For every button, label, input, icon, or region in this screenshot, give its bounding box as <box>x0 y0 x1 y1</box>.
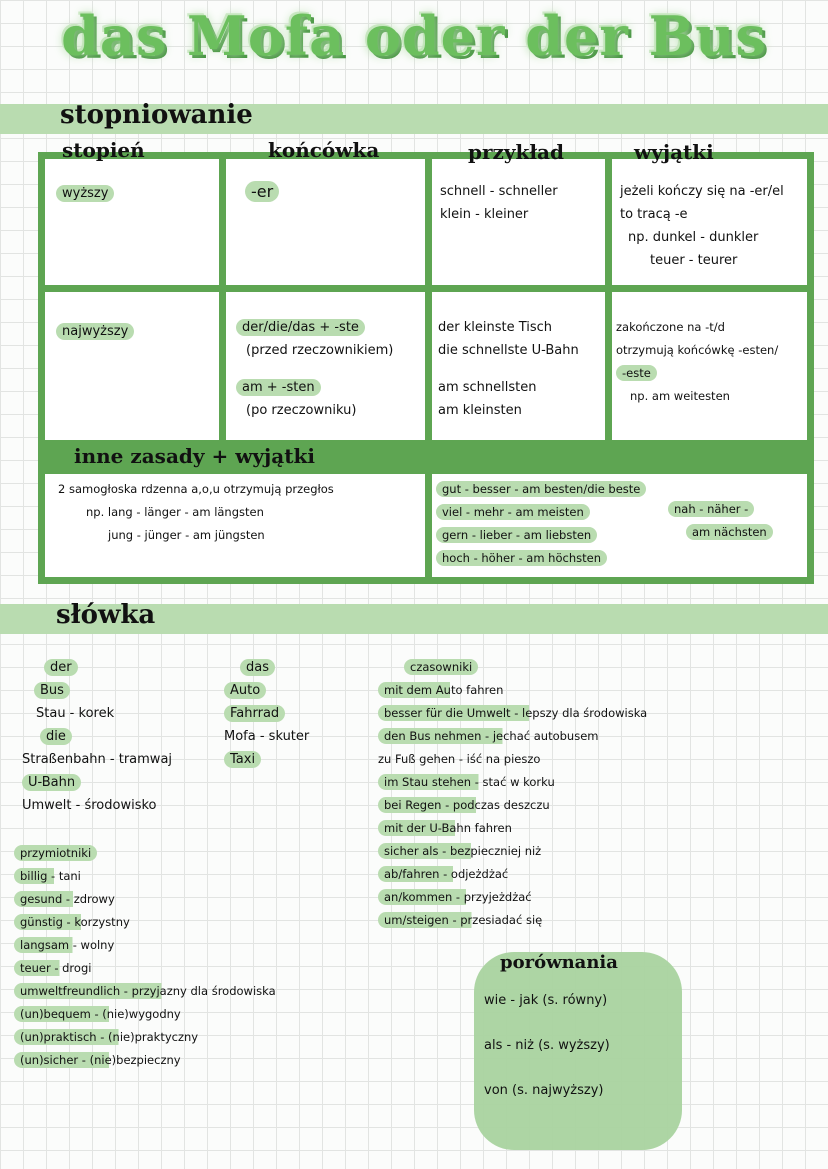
cell-text: der/die/das + -ste <box>236 319 365 336</box>
cell-text: wyższy <box>56 185 114 202</box>
cell-text: am schnellsten <box>438 380 537 395</box>
vocab-item: sicher als - bezpieczniej niż <box>378 843 547 859</box>
column-header: wyjątki <box>634 140 714 164</box>
vocab-item: gesund - zdrowy <box>14 891 121 907</box>
vocab-item: Bus <box>34 682 70 699</box>
cell-text: schnell - schneller <box>440 184 558 199</box>
cell-text: jeżeli kończy się na -er/el <box>620 184 784 199</box>
vocab-item: ab/fahren - odjeżdżać <box>378 866 514 882</box>
vocab-item: Straßenbahn - tramwaj <box>22 752 173 767</box>
cell-text: (przed rzeczownikiem) <box>246 343 394 358</box>
cell-text: najwyższy <box>56 323 134 340</box>
vocab-item: (un)sicher - (nie)bezpieczny <box>14 1052 187 1068</box>
cell-text: klein - kleiner <box>440 207 529 222</box>
page-title: das Mofa oder der Bus <box>61 4 767 68</box>
rule-text: nah - näher - <box>668 501 754 517</box>
vocab-item: Stau - korek <box>36 706 115 721</box>
cell-text: (po rzeczowniku) <box>246 403 357 418</box>
column-header: końcówka <box>268 138 380 162</box>
subheading-other-rules: inne zasady + wyjątki <box>74 444 315 468</box>
cell-text: die schnellste U-Bahn <box>438 343 579 358</box>
cell-text: to tracą -e <box>620 207 688 222</box>
cell-text: zakończone na -t/d <box>616 320 725 334</box>
cell-text: otrzymują końcówkę -esten/ <box>616 343 779 357</box>
vocab-item: den Bus nehmen - jechać autobusem <box>378 728 604 744</box>
column-header: przykład <box>468 140 564 164</box>
comparison-item: wie - jak (s. równy) <box>484 993 608 1008</box>
column-header: stopień <box>62 138 145 162</box>
vocab-item: günstig - korzystny <box>14 914 136 930</box>
cell-text: np. am weitesten <box>630 389 730 403</box>
vocab-item: zu Fuß gehen - iść na pieszo <box>378 752 541 766</box>
cell-text: der kleinste Tisch <box>438 320 553 335</box>
vocab-item: U-Bahn <box>22 774 81 791</box>
vocab-item: Taxi <box>224 751 261 768</box>
vocab-item: (un)bequem - (nie)wygodny <box>14 1006 187 1022</box>
article-label: der <box>44 659 78 676</box>
cell-text: am kleinsten <box>438 403 522 418</box>
vocab-item: an/kommen - przyjeżdżać <box>378 889 538 905</box>
divider <box>425 155 432 445</box>
vocab-item: langsam - wolny <box>14 937 120 953</box>
comparison-item: von (s. najwyższy) <box>484 1083 604 1098</box>
vocab-item: Auto <box>224 682 266 699</box>
vocab-item: im Stau stehen - stać w korku <box>378 774 561 790</box>
cell-text: teuer - teurer <box>650 253 738 268</box>
vocab-item: mit dem Auto fahren <box>378 682 509 698</box>
comparisons-heading: porównania <box>500 952 618 973</box>
cell-text: -er <box>245 181 279 202</box>
rule-text: viel - mehr - am meisten <box>436 504 590 520</box>
article-label: die <box>40 728 72 745</box>
article-label: das <box>240 659 275 676</box>
vocab-item: um/steigen - przesiadać się <box>378 912 548 928</box>
rule-text: gern - lieber - am liebsten <box>436 527 597 543</box>
rule-text: np. lang - länger - am längsten <box>86 505 264 519</box>
category-label: przymiotniki <box>14 845 97 861</box>
section-heading-slowka: słówka <box>56 600 156 630</box>
section-heading-stopniowanie: stopniowanie <box>60 100 253 130</box>
cell-text: am + -sten <box>236 379 321 396</box>
rule-text: 2 samogłoska rdzenna a,o,u otrzymują przegłos <box>58 482 334 496</box>
vocab-item: teuer - drogi <box>14 960 97 976</box>
cell-text: np. dunkel - dunkler <box>628 230 759 245</box>
divider <box>425 470 432 580</box>
rule-text: gut - besser - am besten/die beste <box>436 481 646 497</box>
rule-text: hoch - höher - am höchsten <box>436 550 607 566</box>
cell-text: -este <box>616 365 657 381</box>
rule-text: jung - jünger - am jüngsten <box>108 528 265 542</box>
vocab-item: (un)praktisch - (nie)praktyczny <box>14 1029 204 1045</box>
divider <box>40 285 812 292</box>
vocab-item: besser für die Umwelt - lepszy dla środowiska <box>378 705 653 721</box>
vocab-item: umweltfreundlich - przyjazny dla środowiska <box>14 983 282 999</box>
comparison-item: als - niż (s. wyższy) <box>484 1038 610 1053</box>
vocab-item: billig - tani <box>14 868 87 884</box>
rule-text: am nächsten <box>686 524 773 540</box>
category-label: czasowniki <box>404 659 478 675</box>
vocab-item: bei Regen - podczas deszczu <box>378 797 556 813</box>
vocab-item: mit der U-Bahn fahren <box>378 820 518 836</box>
vocab-item: Umwelt - środowisko <box>22 798 157 813</box>
vocab-item: Fahrrad <box>224 705 285 722</box>
divider <box>219 155 226 445</box>
divider <box>605 155 612 445</box>
vocab-item: Mofa - skuter <box>224 729 310 744</box>
